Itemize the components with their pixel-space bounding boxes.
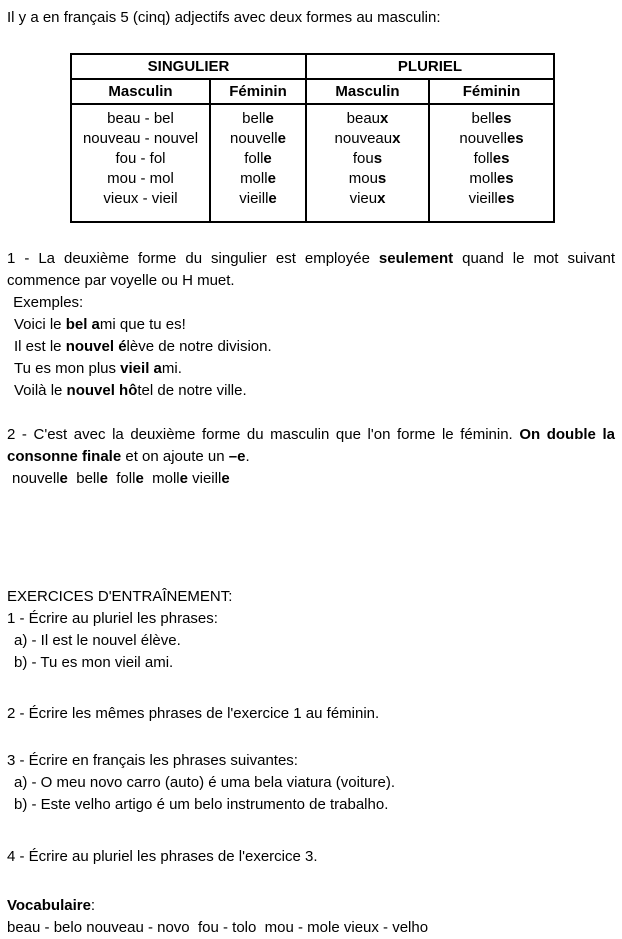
adjective-entry: belles bbox=[471, 110, 512, 127]
adjective-entry: nouveaux bbox=[334, 130, 401, 147]
adjective-entry: belle bbox=[242, 110, 274, 127]
exercise-2: 2 - Écrire les mêmes phrases de l'exercice 1 au féminin. bbox=[7, 705, 380, 722]
adjective-entry: beau - bel bbox=[107, 110, 174, 127]
example-sentence-2: Il est le nouvel élève de notre division. bbox=[14, 338, 272, 355]
group-header-pluriel: PLURIEL bbox=[306, 54, 554, 79]
adjective-entry: fous bbox=[352, 150, 383, 167]
intro-sentence: Il y a en français 5 (cinq) adjectifs avec deux formes au masculin: bbox=[7, 9, 441, 26]
adjective-entry: fou - fol bbox=[115, 150, 166, 167]
col-header-masculin-pluriel: Masculin bbox=[306, 79, 429, 104]
exercises-heading: EXERCICES D'ENTRAÎNEMENT: bbox=[7, 588, 233, 605]
adjective-entry: folle bbox=[244, 150, 272, 167]
cell-masculin-pluriel bbox=[306, 104, 429, 222]
adjective-entry: mou - mol bbox=[107, 170, 174, 187]
cell-masculin-singulier bbox=[71, 104, 210, 222]
group-header-singulier: SINGULIER bbox=[71, 54, 306, 79]
exercise-1: 1 - Écrire au pluriel les phrases: bbox=[7, 610, 218, 627]
table-body-row bbox=[71, 104, 554, 222]
feminine-forms-list: nouvelle belle folle molle vieille bbox=[12, 470, 230, 487]
exercise-3: 3 - Écrire en français les phrases suivantes: bbox=[7, 752, 298, 769]
examples-label: Exemples: bbox=[9, 294, 84, 311]
table-group-header-row bbox=[71, 54, 554, 79]
exercise-3a: a) - O meu novo carro (auto) é uma bela viatura (voiture). bbox=[14, 774, 395, 791]
col-header-feminin-pluriel: Féminin bbox=[429, 79, 554, 104]
adjective-entry: nouvelles bbox=[459, 130, 524, 147]
adjective-entry: molle bbox=[240, 170, 276, 187]
col-header-masculin-singulier: Masculin bbox=[71, 79, 210, 104]
vocabulary-heading: Vocabulaire: bbox=[7, 897, 96, 914]
adjectives-table bbox=[70, 53, 555, 223]
adjective-entry: nouvelle bbox=[230, 130, 286, 147]
col-header-feminin-singulier: Féminin bbox=[210, 79, 306, 104]
example-sentence-1: Voici le bel ami que tu es! bbox=[14, 316, 186, 333]
adjective-entry: vieux - vieil bbox=[103, 190, 178, 207]
adjective-entry: nouveau - nouvel bbox=[82, 130, 199, 147]
rule-2-paragraph: 2 - C'est avec la deuxième forme du masculin que l'on forme le féminin. On double la consonne finale et on ajoute un –e. bbox=[7, 426, 620, 465]
example-sentence-3: Tu es mon plus vieil ami. bbox=[14, 360, 182, 377]
adjective-entry: mous bbox=[348, 170, 387, 187]
exercise-1b: b) - Tu es mon vieil ami. bbox=[14, 654, 174, 671]
example-sentence-4: Voilà le nouvel hôtel de notre ville. bbox=[14, 382, 247, 399]
adjective-entry: folles bbox=[473, 150, 510, 167]
adjective-entry: vieux bbox=[349, 190, 386, 207]
cell-feminin-singulier bbox=[210, 104, 306, 222]
cell-feminin-pluriel bbox=[429, 104, 554, 222]
exercise-4: 4 - Écrire au pluriel les phrases de l'exercice 3. bbox=[7, 848, 318, 865]
rule-1-paragraph: 1 - La deuxième forme du singulier est employée seulement quand le mot suivant commence par voyelle ou H muet. bbox=[7, 250, 620, 289]
exercise-1a: a) - Il est le nouvel élève. bbox=[14, 632, 181, 649]
adjective-entry: vieille bbox=[239, 190, 277, 207]
adjective-entry: beaux bbox=[346, 110, 389, 127]
adjective-entry: molles bbox=[469, 170, 514, 187]
adjective-entry: vieilles bbox=[468, 190, 515, 207]
exercise-3b: b) - Este velho artigo é um belo instrumento de trabalho. bbox=[14, 796, 389, 813]
table-subheader-row bbox=[71, 79, 554, 104]
vocabulary-list: beau - belo nouveau - novo fou - tolo mou - mole vieux - velho bbox=[7, 919, 429, 936]
